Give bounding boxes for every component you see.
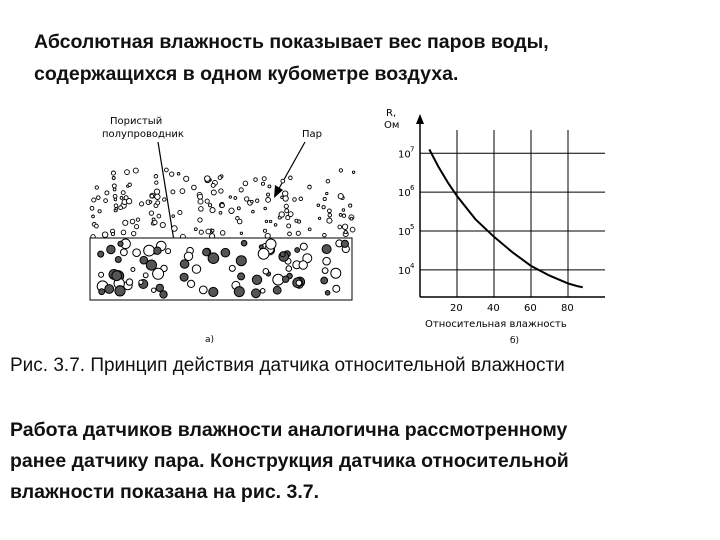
vapor-particle bbox=[125, 170, 130, 175]
vapor-particle bbox=[133, 168, 138, 173]
vapor-particle bbox=[124, 196, 128, 200]
vapor-particle bbox=[211, 229, 214, 232]
vapor-particle bbox=[344, 231, 347, 234]
vapor-particle bbox=[95, 186, 98, 189]
vapor-particle bbox=[97, 196, 101, 200]
vapor-particle bbox=[136, 218, 139, 221]
vapor-particle bbox=[192, 185, 197, 190]
semiconductor-grain bbox=[236, 256, 246, 266]
vapor-particle bbox=[121, 230, 126, 235]
heading bbox=[34, 26, 704, 90]
vapor-particle bbox=[132, 231, 136, 235]
label-semiconductor-line1: Пористый bbox=[110, 116, 163, 127]
vapor-particle bbox=[317, 204, 320, 207]
vapor-particle bbox=[165, 168, 169, 172]
vapor-particle bbox=[121, 191, 125, 195]
vapor-particle bbox=[342, 209, 345, 212]
semiconductor-grain bbox=[321, 277, 328, 284]
semiconductor-grain bbox=[99, 289, 105, 295]
y-tick-label: 10 bbox=[398, 188, 411, 200]
vapor-particle bbox=[205, 199, 209, 203]
vapor-particle bbox=[113, 194, 117, 198]
semiconductor-grain bbox=[99, 272, 104, 277]
vapor-particle bbox=[237, 219, 242, 224]
vapor-particle bbox=[281, 196, 283, 198]
vapor-particle bbox=[287, 224, 291, 228]
semiconductor-grain bbox=[166, 249, 171, 254]
x-tick-label: 20 bbox=[450, 303, 463, 314]
semiconductor-grain bbox=[266, 239, 276, 249]
vapor-particle bbox=[218, 176, 222, 180]
panel-label-b: б) bbox=[510, 336, 520, 346]
semiconductor-grain bbox=[126, 279, 132, 285]
vapor-particle bbox=[295, 219, 298, 222]
semiconductor-grain bbox=[184, 252, 192, 260]
vapor-particle bbox=[350, 227, 355, 232]
semiconductor-grain bbox=[273, 286, 281, 294]
semiconductor-grain bbox=[115, 286, 125, 296]
vapor-particle bbox=[128, 183, 131, 186]
y-tick-label: 10 bbox=[398, 265, 411, 277]
vapor-particle bbox=[229, 196, 231, 198]
body-paragraph bbox=[10, 415, 710, 508]
semiconductor-grain bbox=[98, 251, 104, 257]
vapor-particles bbox=[90, 168, 355, 239]
semiconductor-grain bbox=[299, 261, 307, 269]
vapor-particle bbox=[350, 217, 353, 220]
sensor-figure-a bbox=[80, 110, 370, 350]
vapor-particle bbox=[234, 197, 237, 200]
heading-line-2: содержащихся в одном кубометре воздуха. bbox=[34, 63, 459, 85]
vapor-particle bbox=[211, 190, 216, 195]
vapor-particle bbox=[323, 197, 326, 200]
y-tick-exponent: 5 bbox=[410, 222, 415, 231]
vapor-particle bbox=[322, 206, 325, 209]
vapor-particle bbox=[160, 222, 165, 227]
y-axis-label-unit: Ом bbox=[384, 120, 400, 131]
vapor-particle bbox=[245, 197, 249, 201]
x-axis-label: Относительная влажность bbox=[425, 319, 567, 330]
vapor-particle bbox=[239, 188, 243, 192]
vapor-particle bbox=[130, 219, 135, 224]
semiconductor-grain bbox=[199, 286, 207, 294]
vapor-particle bbox=[252, 210, 255, 213]
vapor-particle bbox=[264, 207, 267, 210]
vapor-particle bbox=[237, 207, 240, 210]
vapor-particle bbox=[149, 201, 152, 204]
vapor-particle bbox=[135, 225, 139, 229]
vapor-particle bbox=[219, 211, 222, 214]
vapor-particle bbox=[328, 213, 332, 217]
body-line-2: ранее датчику пара. Конструкция датчика относительной bbox=[10, 450, 569, 472]
vapor-particle bbox=[172, 226, 178, 232]
vapor-particle bbox=[256, 199, 259, 202]
heading-line-1: Абсолютная влажность показывает вес паров воды, bbox=[34, 31, 549, 53]
semiconductor-grain bbox=[180, 260, 189, 269]
panel-label-a: а) bbox=[205, 335, 215, 345]
vapor-particle bbox=[263, 229, 266, 232]
semiconductor-grain bbox=[286, 266, 292, 272]
vapor-particle bbox=[308, 185, 312, 189]
vapor-particle bbox=[288, 212, 293, 217]
vapor-particle bbox=[199, 207, 204, 212]
semiconductor-grain bbox=[152, 288, 156, 292]
vapor-particle bbox=[98, 210, 101, 213]
figure-caption: Рис. 3.7. Принцип действия датчика относительной влажности bbox=[10, 355, 565, 376]
vapor-particle bbox=[114, 204, 118, 208]
vapor-particle bbox=[328, 209, 332, 213]
vapor-particle bbox=[184, 176, 189, 181]
semiconductor-grain bbox=[295, 248, 300, 253]
vapor-particle bbox=[149, 211, 153, 215]
vapor-particle bbox=[112, 184, 116, 188]
semiconductor-grain bbox=[192, 265, 200, 273]
vapor-particle bbox=[163, 198, 166, 201]
y-tick-exponent: 6 bbox=[410, 184, 415, 193]
vapor-particle bbox=[220, 231, 225, 236]
vapor-particle bbox=[339, 169, 342, 172]
label-semiconductor-line2: полупроводник bbox=[102, 129, 184, 140]
semiconductor-grain bbox=[341, 240, 348, 247]
semiconductor-grain bbox=[133, 249, 141, 257]
semiconductor-grain bbox=[323, 257, 331, 265]
vapor-particle bbox=[177, 173, 180, 176]
vapor-particle bbox=[285, 209, 289, 213]
vapor-particle bbox=[206, 229, 211, 234]
semiconductor-grain bbox=[258, 248, 269, 259]
y-tick-label: 10 bbox=[398, 226, 411, 238]
vapor-particle bbox=[205, 176, 211, 182]
semiconductor-grain bbox=[154, 247, 161, 254]
vapor-particle bbox=[323, 233, 327, 237]
semiconductor-grain bbox=[252, 275, 261, 284]
semiconductor-grain bbox=[325, 291, 330, 296]
semiconductor-grain bbox=[260, 289, 265, 294]
vapor-particle bbox=[281, 179, 285, 183]
vapor-particle bbox=[140, 202, 144, 206]
semiconductor-grain bbox=[107, 245, 115, 253]
body-line-1: Работа датчиков влажности аналогична рассмотренному bbox=[10, 419, 568, 441]
vapor-particle bbox=[262, 177, 266, 181]
vapor-particle bbox=[180, 189, 185, 194]
vapor-particle bbox=[155, 181, 158, 184]
semiconductor-grain bbox=[144, 245, 155, 256]
semiconductor-grain bbox=[221, 248, 230, 257]
y-tick-exponent: 7 bbox=[410, 145, 415, 154]
y-axis-label-r: R, bbox=[386, 108, 397, 119]
semiconductor-grain bbox=[118, 241, 123, 246]
vapor-particle bbox=[327, 218, 332, 223]
pointer-line-vapor bbox=[277, 142, 305, 192]
vapor-particle bbox=[326, 179, 330, 183]
vapor-particle bbox=[267, 193, 270, 196]
semiconductor-grain bbox=[263, 269, 269, 275]
vapor-particle bbox=[123, 220, 128, 225]
semiconductor-grain bbox=[115, 257, 121, 263]
x-tick-label: 40 bbox=[487, 303, 500, 314]
vapor-particle bbox=[243, 181, 248, 186]
vapor-particle bbox=[105, 191, 109, 195]
y-tick-exponent: 4 bbox=[410, 261, 415, 270]
vapor-particle bbox=[114, 198, 117, 201]
vapor-particle bbox=[338, 194, 343, 199]
vapor-particle bbox=[299, 197, 303, 201]
vapor-particle bbox=[194, 228, 197, 231]
semiconductor-grain bbox=[331, 268, 341, 278]
semiconductor-grain bbox=[283, 276, 289, 282]
semiconductor-grain bbox=[153, 268, 164, 279]
vapor-particle bbox=[279, 212, 284, 217]
vapor-particle bbox=[198, 194, 203, 199]
vapor-particle bbox=[274, 224, 277, 227]
vapor-particle bbox=[209, 204, 212, 207]
semiconductor-grain bbox=[300, 243, 307, 250]
semiconductor-grain bbox=[252, 289, 261, 298]
vapor-particle bbox=[265, 220, 267, 222]
semiconductor-grain bbox=[112, 271, 122, 281]
semiconductor-grain bbox=[156, 284, 163, 291]
semiconductor-grain bbox=[131, 268, 135, 272]
resistance-curve bbox=[429, 149, 583, 287]
vapor-particle bbox=[120, 197, 123, 200]
vapor-particle bbox=[240, 232, 242, 234]
vapor-particle bbox=[157, 214, 161, 218]
vapor-particle bbox=[293, 198, 297, 202]
vapor-particle bbox=[338, 225, 342, 229]
vapor-particle bbox=[254, 178, 258, 182]
vapor-particle bbox=[289, 176, 293, 180]
vapor-particle bbox=[150, 194, 154, 198]
vapor-particle bbox=[115, 208, 117, 210]
semiconductor-grain bbox=[139, 280, 143, 284]
vapor-particle bbox=[229, 208, 234, 213]
body-line-3: влажности показана на рис. 3.7. bbox=[10, 481, 320, 503]
x-tick-label: 60 bbox=[524, 303, 537, 314]
vapor-particle bbox=[104, 199, 108, 203]
vapor-particle bbox=[296, 231, 300, 235]
y-tick-label: 10 bbox=[398, 149, 411, 161]
vapor-particle bbox=[342, 214, 345, 217]
y-axis-arrowhead bbox=[416, 114, 424, 124]
vapor-particle bbox=[156, 201, 160, 205]
chart-y-ticks bbox=[398, 145, 415, 277]
vapor-particle bbox=[95, 224, 99, 228]
vapor-particle bbox=[199, 230, 203, 234]
vapor-particle bbox=[211, 183, 215, 187]
x-tick-label: 80 bbox=[561, 303, 574, 314]
semiconductor-grain bbox=[121, 249, 128, 256]
semiconductor-grain bbox=[322, 268, 328, 274]
vapor-particle bbox=[198, 199, 203, 204]
humidity-chart-b bbox=[370, 100, 620, 350]
vapor-particle bbox=[261, 182, 264, 185]
vapor-particle bbox=[318, 217, 320, 219]
vapor-particle bbox=[154, 189, 159, 194]
vapor-particle bbox=[251, 200, 254, 203]
semiconductor-grain bbox=[188, 280, 195, 287]
vapor-particle bbox=[352, 171, 354, 173]
semiconductor-grain bbox=[241, 240, 247, 246]
vapor-particle bbox=[210, 208, 215, 213]
vapor-particle bbox=[268, 185, 271, 188]
chart-x-ticks bbox=[450, 303, 574, 314]
vapor-particle bbox=[119, 206, 123, 210]
semiconductor-grain bbox=[296, 280, 302, 286]
semiconductor-grain bbox=[209, 287, 218, 296]
vapor-particle bbox=[349, 204, 352, 207]
vapor-particle bbox=[178, 210, 182, 214]
semiconductor-grain bbox=[105, 285, 114, 294]
semiconductor-grain bbox=[273, 274, 284, 285]
vapor-particle bbox=[283, 196, 288, 201]
vapor-particle bbox=[153, 220, 157, 224]
vapor-particle bbox=[219, 189, 223, 193]
label-vapor: Пар bbox=[302, 129, 322, 140]
vapor-particle bbox=[326, 192, 328, 194]
vapor-particle bbox=[111, 171, 115, 175]
semiconductor-grain bbox=[234, 287, 244, 297]
vapor-particle bbox=[342, 224, 347, 229]
vapor-particle bbox=[111, 232, 114, 235]
vapor-particle bbox=[90, 206, 94, 210]
semiconductor-grain bbox=[238, 273, 245, 280]
chart-grid bbox=[420, 130, 605, 297]
semiconductor-grain bbox=[143, 273, 148, 278]
semiconductor-grain bbox=[333, 285, 340, 292]
vapor-particle bbox=[198, 218, 202, 222]
semiconductor-grain bbox=[322, 245, 331, 254]
vapor-particle bbox=[171, 190, 175, 194]
semiconductor-grain bbox=[280, 252, 285, 257]
vapor-particle bbox=[266, 198, 271, 203]
vapor-particle bbox=[155, 194, 160, 199]
vapor-particle bbox=[113, 188, 116, 191]
vapor-particle bbox=[154, 175, 158, 179]
semiconductor-grain bbox=[203, 249, 210, 256]
vapor-particle bbox=[92, 198, 96, 202]
vapor-particle bbox=[308, 228, 311, 231]
vapor-particle bbox=[102, 232, 108, 238]
semiconductor-grain bbox=[180, 273, 188, 281]
vapor-particle bbox=[269, 220, 271, 222]
vapor-particle bbox=[284, 204, 288, 208]
vapor-particle bbox=[172, 215, 175, 218]
vapor-particle bbox=[339, 214, 342, 217]
semiconductor-grain bbox=[146, 260, 156, 270]
semiconductor-grain bbox=[229, 265, 235, 271]
vapor-particle bbox=[112, 177, 115, 180]
vapor-particle bbox=[220, 203, 224, 207]
vapor-particle bbox=[92, 215, 95, 218]
vapor-particle bbox=[288, 232, 292, 236]
vapor-particle bbox=[170, 172, 174, 176]
